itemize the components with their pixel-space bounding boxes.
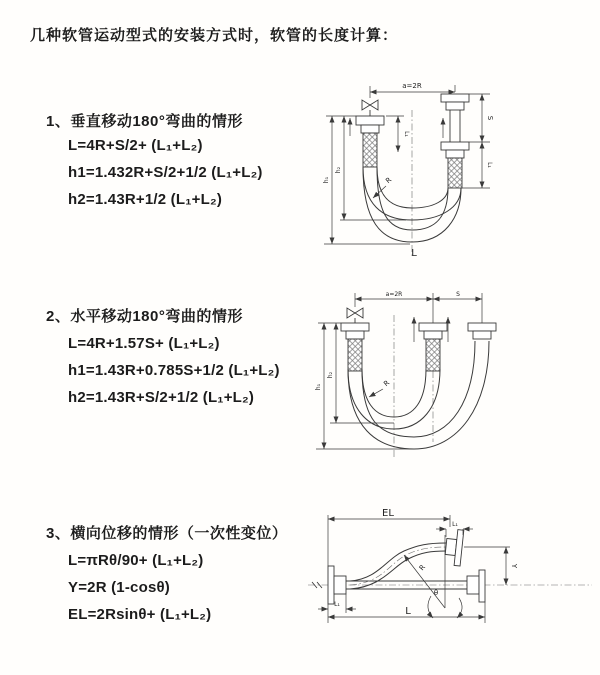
radius-label: R [384, 175, 394, 186]
flange [356, 116, 384, 125]
dim-label-a2r: a=2R [402, 82, 422, 90]
valve-icon [362, 100, 378, 116]
flange-plate [479, 570, 485, 602]
dim-label-l1-left: L₁ [334, 601, 340, 608]
section-1-formulas [68, 132, 263, 213]
section-2-heading: 2、水平移动180°弯曲的情形 [46, 308, 243, 325]
length-label: L [411, 248, 417, 259]
flange-hub [446, 102, 464, 110]
valve-icon [347, 308, 363, 323]
flange-hub [361, 125, 379, 133]
formula-line: Y=2R (1-cosθ) [68, 579, 170, 596]
hose-outline [362, 341, 475, 437]
braid-section [448, 158, 462, 188]
document-title: 几种软管运动型式的安装方式时，软管的长度计算： [30, 27, 399, 44]
formula-line: EL=2Rsinθ+ (L₁+L₂) [68, 606, 212, 623]
diagram-vertical-180-bend [310, 72, 590, 262]
dim-label-h2: h₂ [335, 166, 342, 174]
section-3-formulas [68, 547, 211, 628]
dim-label-s: S [456, 291, 460, 298]
dim-label-s: S [486, 115, 494, 121]
section-2-formulas [68, 330, 280, 411]
dim-label-l1-right: L₁ [486, 162, 493, 168]
braid-section [348, 339, 362, 371]
flange [468, 323, 496, 331]
braid-section [426, 339, 440, 371]
braid-section [363, 133, 377, 167]
formula-line: L=4R+S/2+ (L₁+L₂) [68, 137, 203, 154]
section-3-heading: 3、横向位移的情形（一次性变位） [46, 525, 288, 542]
radius-label: R [417, 563, 428, 573]
flange [441, 142, 469, 150]
flange-hub [446, 150, 464, 158]
diagram-lateral-displacement [300, 505, 600, 655]
hose-centerline [350, 547, 448, 585]
dim-label-y: Y [510, 563, 518, 569]
section-1-heading: 1、垂直移动180°弯曲的情形 [46, 113, 243, 130]
dim-label-l1-left: L₁ [403, 131, 410, 137]
flange-hub [467, 576, 479, 594]
flange-plate [328, 566, 334, 604]
upper-flange [444, 529, 464, 566]
flange [341, 323, 369, 331]
dim-label-a2r: a=2R [385, 291, 403, 298]
hose-outline [348, 341, 489, 449]
formula-line: L=4R+1.57S+ (L₁+L₂) [68, 335, 220, 352]
dim-label-h1: h₁ [323, 176, 330, 184]
diagram-horizontal-180-bend [310, 287, 590, 467]
radius-label: R [382, 378, 392, 389]
formula-line: h2=1.43R+S/2+1/2 (L₁+L₂) [68, 389, 255, 406]
flange-hub [424, 331, 442, 339]
angle-label: θ [433, 589, 439, 597]
hose-outline [350, 551, 446, 589]
flange-hub [334, 576, 346, 594]
formula-line: h1=1.43R+0.785S+1/2 (L₁+L₂) [68, 362, 280, 379]
dim-label-h2: h₂ [327, 371, 334, 379]
flange [441, 94, 469, 102]
flange-hub [473, 331, 491, 339]
dim-label-l1-top: L₁ [452, 521, 458, 528]
formula-line: L=πRθ/90+ (L₁+L₂) [68, 552, 204, 569]
dim-label-h1: h₁ [315, 383, 322, 391]
flange-hub [346, 331, 364, 339]
formula-line: h1=1.432R+S/2+1/2 (L₁+L₂) [68, 164, 263, 181]
dim-label-l: L [405, 606, 411, 617]
hose-outline [350, 543, 446, 581]
formula-line: h2=1.43R+1/2 (L₁+L₂) [68, 191, 223, 208]
dim-label-el: EL [382, 508, 394, 519]
hose-outline [377, 167, 448, 208]
flange [419, 323, 447, 331]
